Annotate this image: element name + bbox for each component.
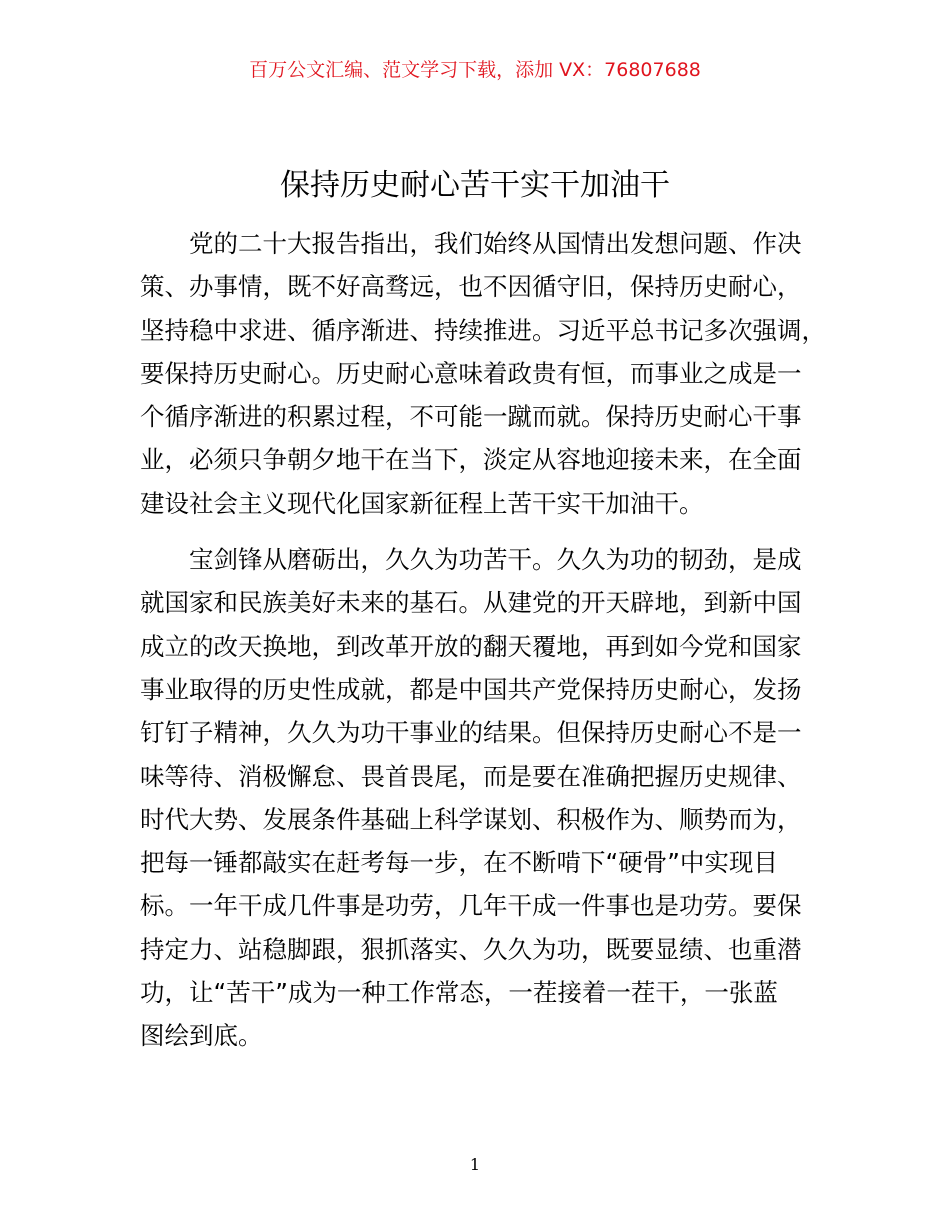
paragraph-line: 就国家和民族美好未来的基石。从建党的开天辟地，到新中国 [140,588,802,618]
paragraph-line: 宝剑锋从磨砺出，久久为功苦干。久久为功的韧劲，是成 [140,545,802,575]
paragraph-line: 坚持稳中求进、循序渐进、持续推进。习近平总书记多次强调， [140,315,826,345]
paragraph-line: 图绘到底。 [140,1021,263,1051]
paragraph-line: 功，让“苦干”成为一种工作常态，一茬接着一茬干，一张蓝 [140,978,778,1008]
paragraph-line: 事业取得的历史性成就，都是中国共产党保持历史耐心，发扬 [140,674,802,704]
paragraph-line: 党的二十大报告指出，我们始终从国情出发想问题、作决 [140,229,802,258]
page-number: 1 [469,1155,481,1174]
paragraph-line: 把每一锤都敲实在赶考每一步，在不断啃下“硬骨”中实现目 [140,848,778,878]
header-watermark-text: 百万公文汇编、范文学习下载，添加 VX：76807688 [249,59,701,81]
paragraph-line: 要保持历史耐心。历史耐心意味着政贵有恒，而事业之成是一 [140,358,802,388]
paragraph-line: 业，必须只争朝夕地干在当下，淡定从容地迎接未来，在全面 [140,445,802,475]
paragraph-2 [140,538,820,1058]
paragraph-line: 个循序渐进的积累过程，不可能一蹴而就。保持历史耐心干事 [140,402,802,432]
paragraph-1 [140,222,826,525]
page-title: 保持历史耐心苦干实干加油干 [280,168,670,203]
paragraph-line: 钉钉子精神，久久为功干事业的结果。但保持历史耐心不是一 [140,718,802,748]
paragraph-line: 策、办事情，既不好高骛远，也不因循守旧，保持历史耐心， [140,272,802,302]
paragraph-line: 成立的改天换地，到改革开放的翻天覆地，再到如今党和国家 [140,631,802,661]
paragraph-line: 建设社会主义现代化国家新征程上苦干实干加油干。 [140,488,704,518]
document-body [140,222,826,1071]
paragraph-line: 味等待、消极懈怠、畏首畏尾，而是要在准确把握历史规律、 [140,761,802,791]
paragraph-line: 标。一年干成几件事是功劳，几年干成一件事也是功劳。要保 [140,891,802,921]
paragraph-line: 时代大势、发展条件基础上科学谋划、积极作为、顺势而为， [140,804,802,834]
paragraph-line: 持定力、站稳脚跟，狠抓落实、久久为功，既要显绩、也重潜 [140,934,802,964]
